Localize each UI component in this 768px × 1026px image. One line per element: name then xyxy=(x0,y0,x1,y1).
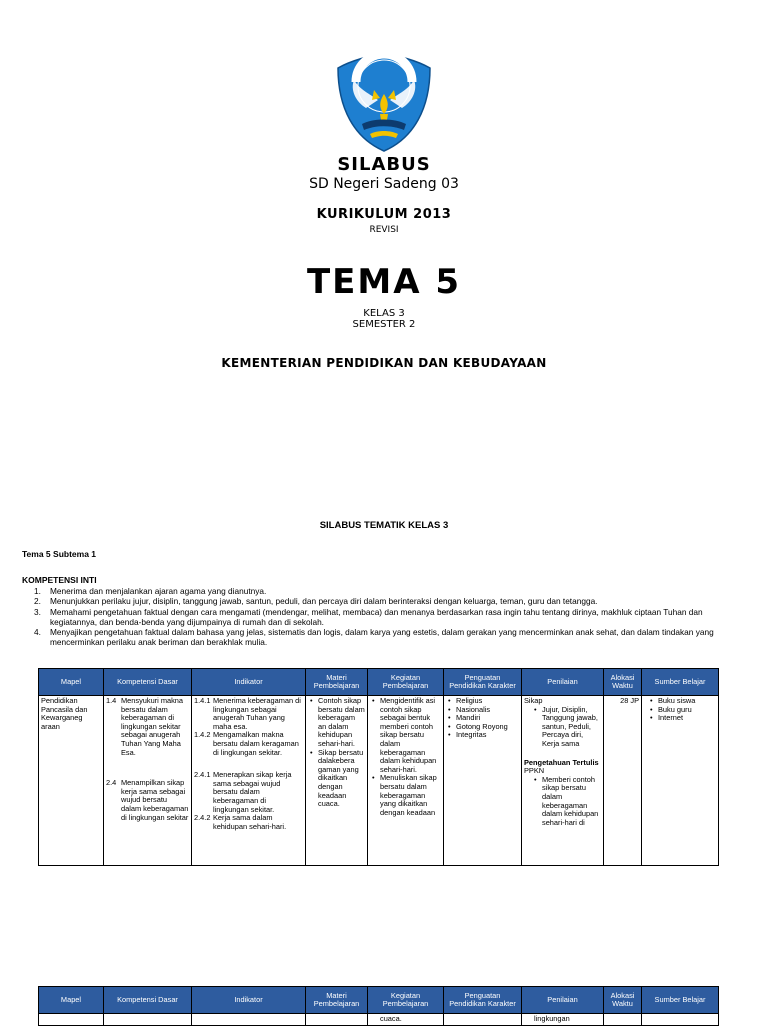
col-alokasi: Alokasi Waktu xyxy=(604,669,642,696)
cell-kegiatan: cuaca. xyxy=(368,1014,444,1026)
col-kegiatan: Kegiatan Pembelajaran xyxy=(368,987,444,1014)
col-mapel: Mapel xyxy=(39,987,104,1014)
col-kompetensi-dasar: Kompetensi Dasar xyxy=(104,987,192,1014)
ki-list xyxy=(22,586,722,648)
cell-kegiatan: • Mengidentifik asi contoh sikap sebagai bentuk memberi contoh sikap bersatu dalam keberagaman dalam kehidupan sehari-hari. • Menuliskan sikap bersatu dalam keberagaman yang dikaitkan dengan keadaan xyxy=(368,696,444,866)
cell-materi: • Contoh sikap bersatu dalam keberagam an dalam kehidupan sehari-hari. • Sikap bersatu dalakebera gaman yang dikaitkan dengan keadaan cuaca. xyxy=(306,696,368,866)
ki-item: 4. Menyajikan pengetahuan faktual dalam bahasa yang jelas, sistematis dan logis, dalam karya yang estetis, dalam gerakan yang mencerminkan anak sehat, dan dalam tindakan yang mencerminkan perilaku anak beriman dan berakhlak mulia. xyxy=(34,627,714,648)
grade-label: KELAS 3 xyxy=(363,308,405,319)
theme-title: TEMA 5 xyxy=(306,262,462,302)
table-row xyxy=(39,696,719,866)
ki-title: KOMPETENSI INTI xyxy=(22,575,97,585)
cover-title: SILABUS xyxy=(337,154,431,175)
col-mapel: Mapel xyxy=(39,669,104,696)
ki-item: 2. Menunjukkan perilaku jujur, disiplin, tanggung jawab, santun, peduli, dan percaya diri dalam berinteraksi dengan keluarga, teman, guru dan tetangga. xyxy=(34,596,598,607)
subtema-label: Tema 5 Subtema 1 xyxy=(22,549,97,559)
cell-penilaian: Sikap • Jujur, Disiplin, Tanggung jawab, santun, Peduli, Percaya diri, Kerja sama Pengetahuan Tertulis PPKN • Memberi contoh sikap bersatu dalam keberagaman dalam kehidupan sehari-hari di xyxy=(522,696,604,866)
revision-label: REVISI xyxy=(369,225,399,235)
col-indikator: Indikator xyxy=(192,669,306,696)
tut-wuri-handayani-logo xyxy=(334,50,434,154)
col-kegiatan: Kegiatan Pembelajaran xyxy=(368,669,444,696)
col-materi: Materi Pembelajaran xyxy=(306,669,368,696)
col-sumber: Sumber Belajar xyxy=(642,669,719,696)
syllabus-table xyxy=(38,668,719,866)
cell-kompetensi-dasar: 1.4 Mensyukuri makna bersatu dalam keberagaman di lingkungan sekitar sebagai anugerah Tuhan Yang Maha Esa. 2.4 Menampilkan sikap kerja sama sebagai wujud bersatu dalam keberagaman di lingkungan sekitar xyxy=(104,696,192,866)
col-karakter: Penguatan Pendidikan Karakter xyxy=(444,987,522,1014)
col-indikator: Indikator xyxy=(192,987,306,1014)
ki-item: 1. Menerima dan menjalankan ajaran agama yang dianutnya. xyxy=(34,586,267,596)
col-penilaian: Penilaian xyxy=(522,987,604,1014)
curriculum-label: KURIKULUM 2013 xyxy=(316,207,452,222)
col-penilaian: Penilaian xyxy=(522,669,604,696)
col-sumber: Sumber Belajar xyxy=(642,987,719,1014)
cell-mapel: Pendidikan Pancasila dan Kewarganeg araan xyxy=(39,696,104,866)
col-materi: Materi Pembelajaran xyxy=(306,987,368,1014)
semester-label: SEMESTER 2 xyxy=(352,319,416,330)
cell-indikator: 1.4.1 Menerima keberagaman di lingkungan sebagai anugerah Tuhan yang maha esa. 1.4.2 Mengamalkan makna bersatu dalam keragaman di lingkungan sekitar. 2.4.1 Menerapkan sikap kerja sama sebagai wujud bersatu dalam keberagaman di lingkungan sekitar. 2.4.2 Kerja sama dalam kehidupan sehari-hari. xyxy=(192,696,306,866)
syllabus-heading: SILABUS TEMATIK KELAS 3 xyxy=(319,520,449,531)
cell-sumber: • Buku siswa • Buku guru • Internet xyxy=(642,696,719,866)
syllabus-table-continued xyxy=(38,986,719,1026)
cell-alokasi: 28 JP xyxy=(604,696,642,866)
cell-karakter: • Religius • Nasionalis • Mandiri • Gotong Royong • Integritas xyxy=(444,696,522,866)
cell-penilaian: lingkungan xyxy=(522,1014,604,1026)
col-karakter: Penguatan Pendidikan Karakter xyxy=(444,669,522,696)
col-alokasi: Alokasi Waktu xyxy=(604,987,642,1014)
ministry-label: KEMENTERIAN PENDIDIKAN DAN KEBUDAYAAN xyxy=(221,356,547,370)
table-header-row xyxy=(39,669,719,696)
col-kompetensi-dasar: Kompetensi Dasar xyxy=(104,669,192,696)
table-header-row xyxy=(39,987,719,1014)
ki-item: 3. Memahami pengetahuan faktual dengan cara mengamati (mendengar, melihat, membaca) dan menanya berdasarkan rasa ingin tahu tentang dirinya, makhluk ciptaan Tuhan dan kegiatannya, dan benda-benda yang dijumpainya di rumah dan di sekolah. xyxy=(34,606,703,627)
school-name: SD Negeri Sadeng 03 xyxy=(309,176,459,192)
